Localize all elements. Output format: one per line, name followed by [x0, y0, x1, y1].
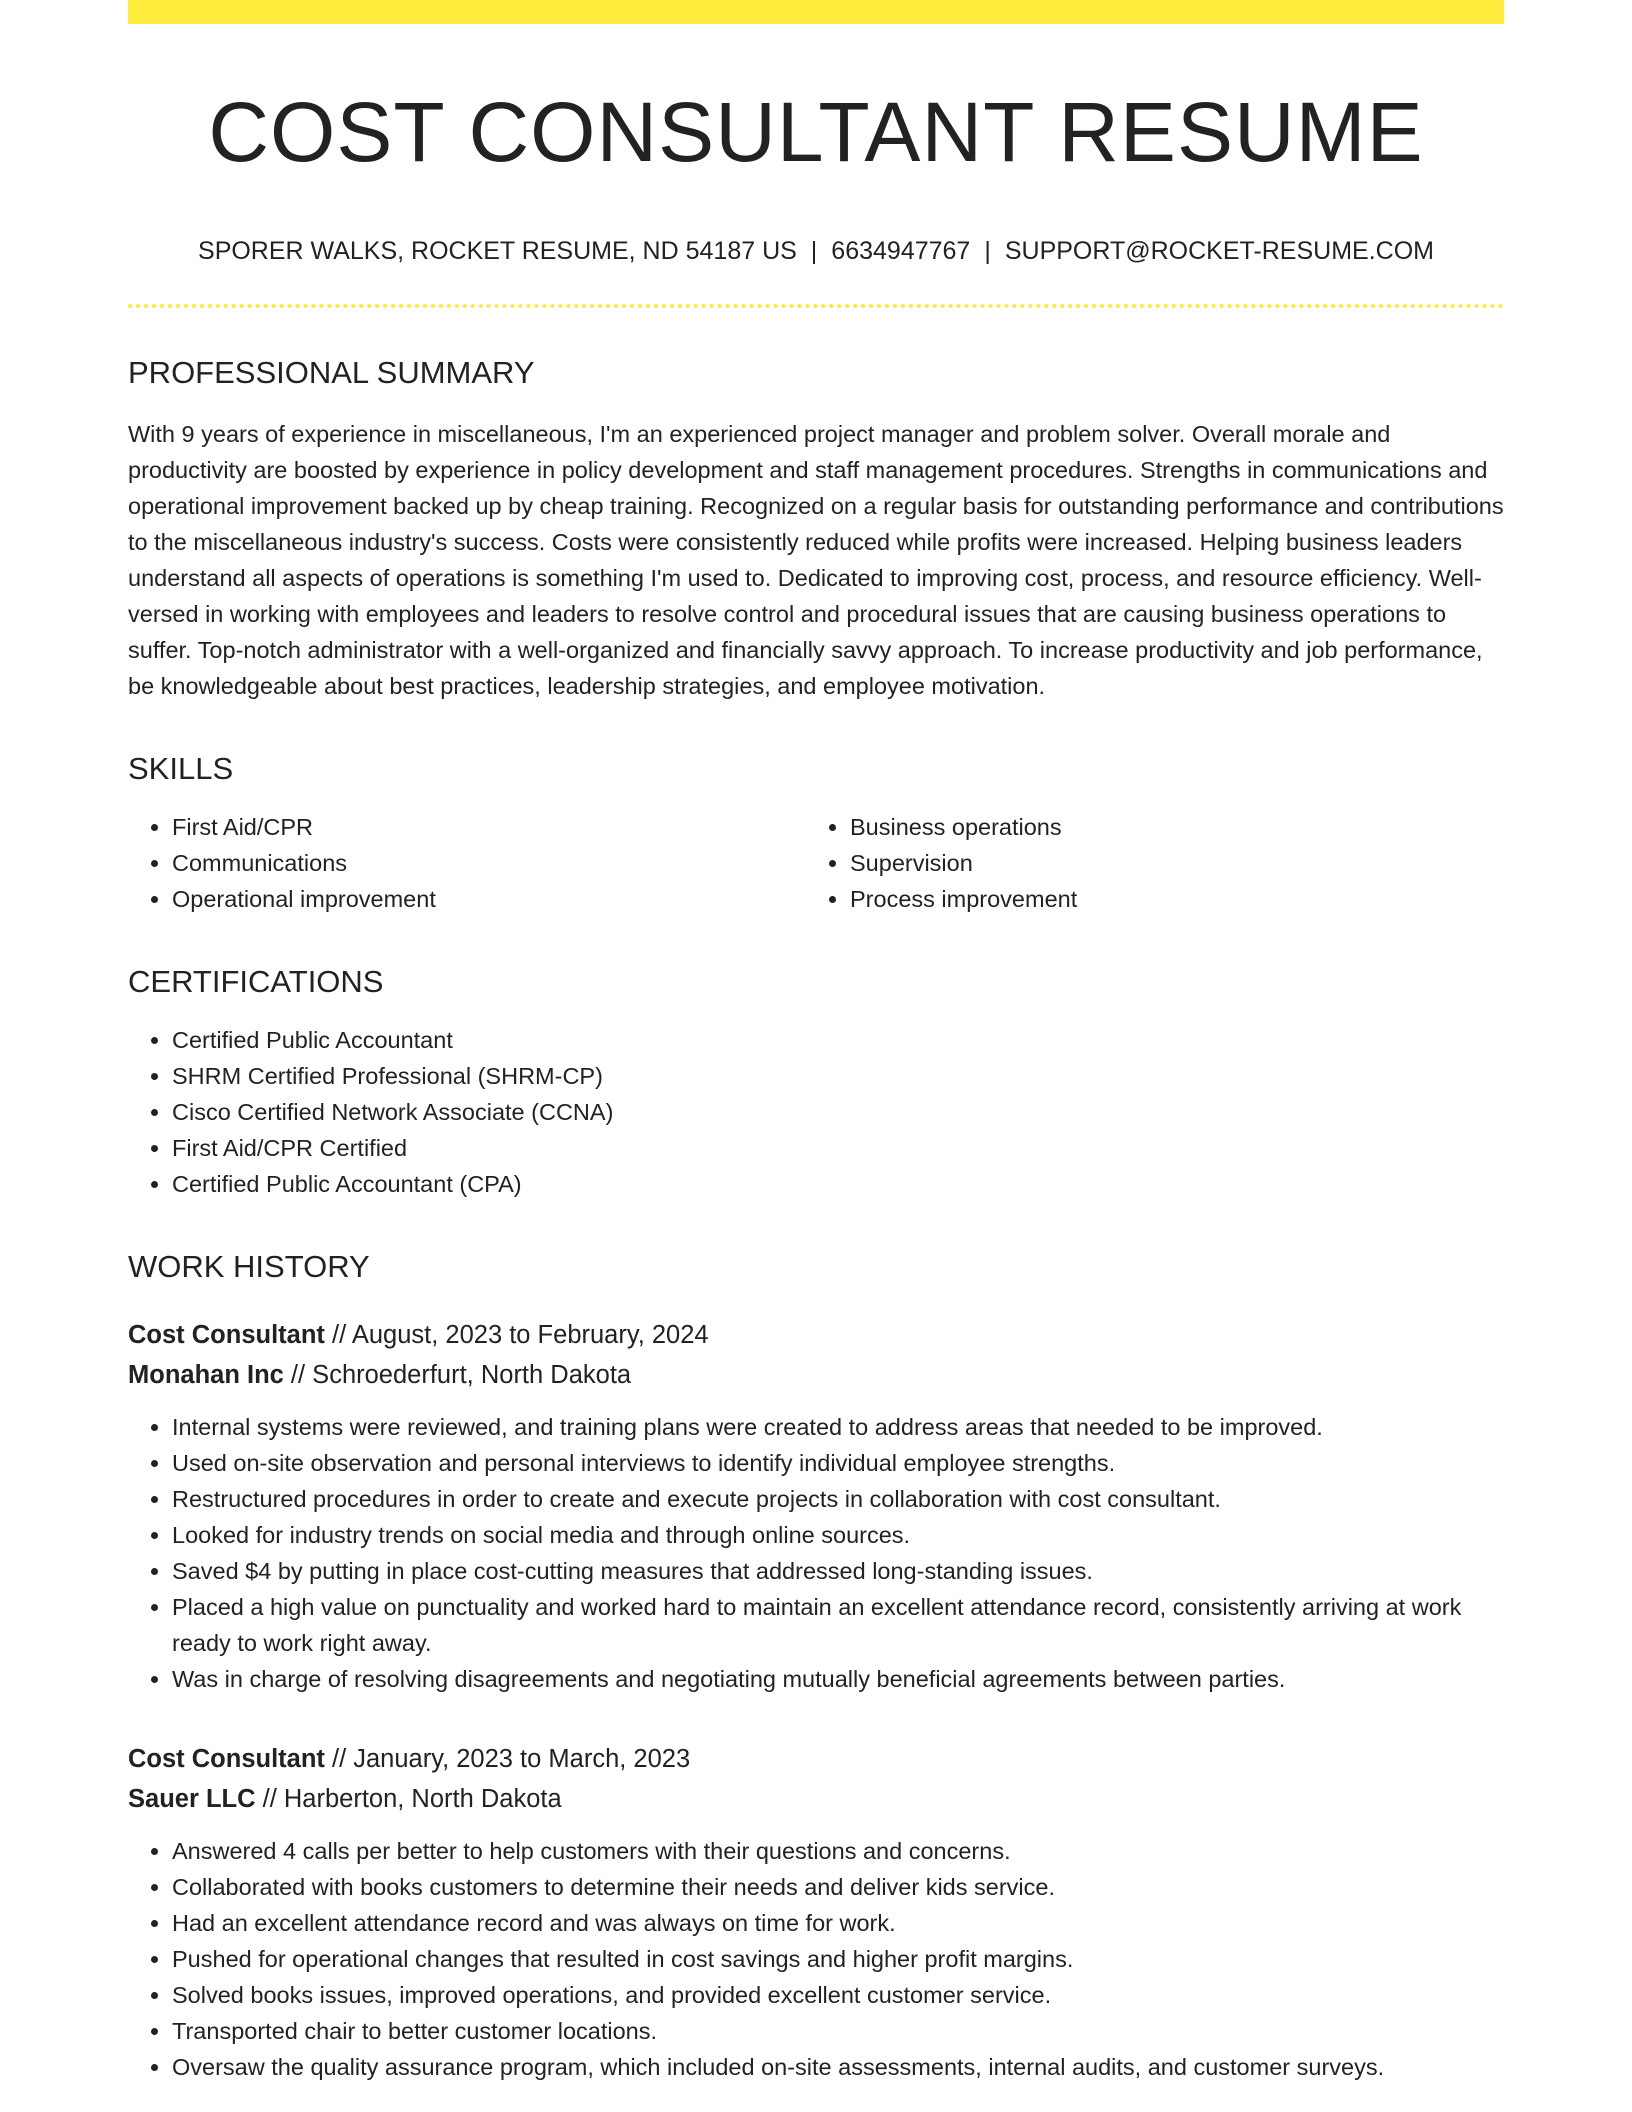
job-company: Sauer LLC	[128, 1785, 256, 1814]
job-title-line	[128, 1739, 1504, 1779]
job-company-line	[128, 1355, 1504, 1395]
job-location: // Harberton, North Dakota	[255, 1785, 562, 1814]
contact-address: SPORER WALKS, ROCKET RESUME, ND 54187 US	[198, 237, 797, 266]
certifications-heading: CERTIFICATIONS	[128, 963, 384, 999]
skills-column-left	[128, 809, 806, 917]
accent-bar	[128, 0, 1504, 24]
contact-line	[128, 236, 1504, 266]
summary-heading: PROFESSIONAL SUMMARY	[128, 355, 535, 391]
skill-item: • First Aid/CPR	[172, 809, 806, 845]
job-bullets	[128, 1833, 1504, 2085]
job-bullet: • Looked for industry trends on social media and through online sources.	[172, 1517, 1504, 1553]
job-bullet: • Restructured procedures in order to create and execute projects in collaboration with cost consultant.	[172, 1481, 1504, 1517]
job-bullet: • Oversaw the quality assurance program, which included on-site assessments, internal audits, and customer surveys.	[172, 2049, 1504, 2085]
job-company: Monahan Inc	[128, 1361, 284, 1390]
job-bullets	[128, 1409, 1504, 1697]
job-entry	[128, 1315, 1504, 1697]
page-title: COST CONSULTANT RESUME	[208, 85, 1424, 179]
job-role: Cost Consultant	[128, 1321, 325, 1350]
certification-item: • Certified Public Accountant	[172, 1022, 1504, 1058]
skill-item: • Supervision	[850, 845, 1484, 881]
job-bullet: • Transported chair to better customer locations.	[172, 2013, 1504, 2049]
summary-text: With 9 years of experience in miscellaneous, I'm an experienced project manager and problem solver. Overall morale and productivity are boosted by experience in policy development and staff management procedures. Strengths in communications and operational improvement backed up by cheap training. Recognized on a regular basis for outstanding performance and contributions to the miscellaneous industry's success. Costs were consistently reduced while profits were increased. Helping business leaders understand all aspects of operations is something I'm used to. Dedicated to improving cost, process, and resource efficiency. Well-versed in working with employees and leaders to resolve control and procedural issues that are causing business operations to suffer. Top-notch administrator with a well-organized and financially savvy approach. To increase productivity and job performance, be knowledgeable about best practices, leadership strategies, and employee motivation.	[128, 420, 1504, 699]
job-bullet: • Saved $4 by putting in place cost-cutting measures that addressed long-standing issues.	[172, 1553, 1504, 1589]
job-bullet: • Placed a high value on punctuality and worked hard to maintain an excellent attendance record, consistently arriving at work ready to work right away.	[172, 1589, 1504, 1661]
certification-item: • SHRM Certified Professional (SHRM-CP)	[172, 1058, 1504, 1094]
job-bullet: • Collaborated with books customers to determine their needs and deliver kids service.	[172, 1869, 1504, 1905]
job-bullet: • Was in charge of resolving disagreements and negotiating mutually beneficial agreements between parties.	[172, 1661, 1504, 1697]
contact-separator: |	[810, 237, 818, 266]
dotted-divider	[128, 304, 1504, 308]
certifications-list	[128, 1022, 1504, 1202]
skill-item: • Operational improvement	[172, 881, 806, 917]
contact-phone: 6634947767	[831, 237, 971, 266]
job-bullet: • Answered 4 calls per better to help customers with their questions and concerns.	[172, 1833, 1504, 1869]
skill-item: • Communications	[172, 845, 806, 881]
skill-item: • Process improvement	[850, 881, 1484, 917]
skill-item: • Business operations	[850, 809, 1484, 845]
job-bullet: • Pushed for operational changes that resulted in cost savings and higher profit margins.	[172, 1941, 1504, 1977]
certification-item: • Certified Public Accountant (CPA)	[172, 1166, 1504, 1202]
job-title-line	[128, 1315, 1504, 1355]
resume-page	[128, 0, 1504, 2085]
job-role: Cost Consultant	[128, 1745, 325, 1774]
contact-email: SUPPORT@ROCKET-RESUME.COM	[1004, 237, 1434, 266]
skills-column-right	[806, 809, 1484, 917]
skills-list	[128, 809, 1504, 917]
job-company-line	[128, 1779, 1504, 1819]
job-bullet: • Used on-site observation and personal interviews to identify individual employee strengths.	[172, 1445, 1504, 1481]
job-dates: // August, 2023 to February, 2024	[324, 1321, 709, 1350]
contact-separator: |	[984, 237, 991, 266]
job-bullet: • Internal systems were reviewed, and training plans were created to address areas that needed to be improved.	[172, 1409, 1504, 1445]
certification-item: • Cisco Certified Network Associate (CCNA)	[172, 1094, 1504, 1130]
job-entry	[128, 1739, 1504, 2085]
certification-item: • First Aid/CPR Certified	[172, 1130, 1504, 1166]
job-dates: // January, 2023 to March, 2023	[324, 1745, 691, 1774]
job-bullet: • Solved books issues, improved operations, and provided excellent customer service.	[172, 1977, 1504, 2013]
job-location: // Schroederfurt, North Dakota	[283, 1361, 632, 1390]
work-history-heading: WORK HISTORY	[128, 1248, 370, 1284]
job-bullet: • Had an excellent attendance record and was always on time for work.	[172, 1905, 1504, 1941]
skills-heading: SKILLS	[128, 750, 234, 786]
